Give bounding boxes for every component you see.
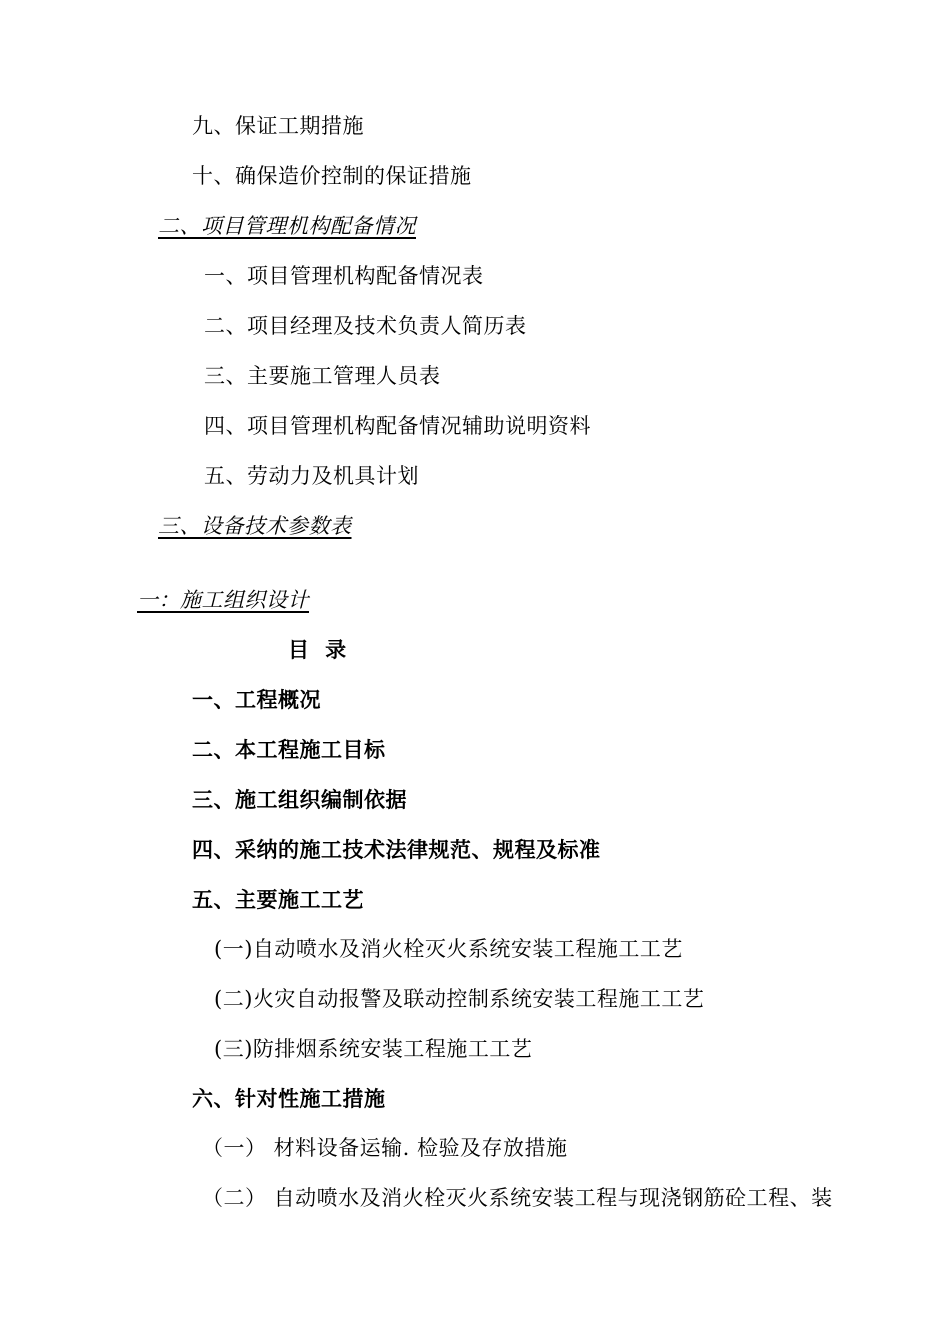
toc-title: 目 录 <box>288 637 347 662</box>
toc-subitem-material-transport: （一） 材料设备运输. 检验及存放措施 <box>202 1136 568 1160</box>
toc-item-main-processes: 五、主要施工工艺 <box>192 887 364 912</box>
toc-subitem-sprinkler-system: (一)自动喷水及消火栓灭火系统安装工程施工工艺 <box>214 937 683 961</box>
toc-item-construction-goals: 二、本工程施工目标 <box>192 737 386 762</box>
toc-item-standards: 四、采纳的施工技术法律规范、规程及标准 <box>192 837 601 862</box>
toc-item-cost-control-measures: 十、确保造价控制的保证措施 <box>192 164 472 188</box>
toc-subitem-sprinkler-coordination: （二） 自动喷水及消火栓灭火系统安装工程与现浇钢筋砼工程、装 <box>202 1186 833 1210</box>
toc-item-staff-table: 三、主要施工管理人员表 <box>204 364 441 388</box>
toc-item-project-overview: 一、工程概况 <box>192 687 321 712</box>
toc-item-supplementary-info: 四、项目管理机构配备情况辅助说明资料 <box>204 414 591 438</box>
section-heading-project-management: 二、项目管理机构配备情况 <box>158 214 416 238</box>
section-heading-construction-design: 一：施工组织设计 <box>137 588 309 612</box>
toc-subitem-fire-alarm-system: (二)火灾自动报警及联动控制系统安装工程施工工艺 <box>214 987 705 1011</box>
toc-item-targeted-measures: 六、针对性施工措施 <box>192 1086 386 1111</box>
toc-item-design-basis: 三、施工组织编制依据 <box>192 787 407 812</box>
toc-subitem-smoke-exhaust-system: (三)防排烟系统安装工程施工工艺 <box>214 1037 533 1061</box>
toc-item-manager-resume: 二、项目经理及技术负责人简历表 <box>204 314 527 338</box>
toc-item-management-table: 一、项目管理机构配备情况表 <box>204 264 484 288</box>
toc-item-labor-plan: 五、劳动力及机具计划 <box>204 464 419 488</box>
toc-item-schedule-measures: 九、保证工期措施 <box>192 114 364 138</box>
section-heading-equipment-parameters: 三、设备技术参数表 <box>158 514 352 538</box>
